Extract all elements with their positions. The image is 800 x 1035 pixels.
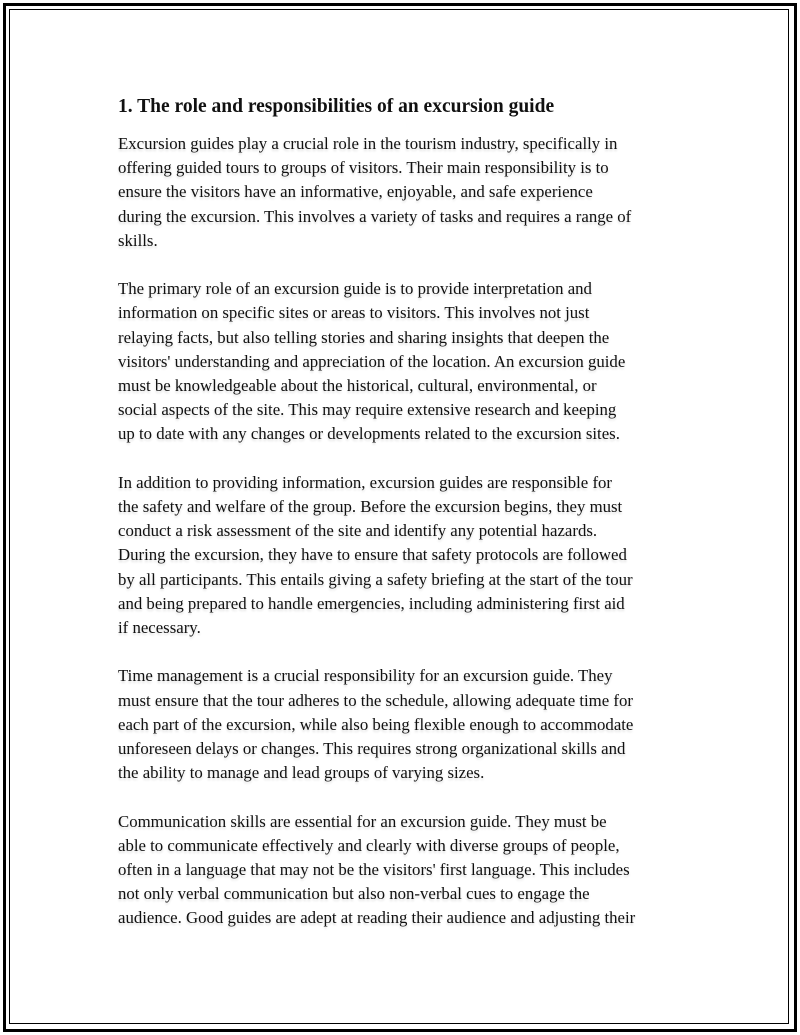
document-body	[118, 94, 698, 955]
paragraph-line: by all participants. This entails giving a safety briefing at the start of the tour	[118, 569, 633, 589]
paragraph-line: information on specific sites or areas to visitors. This involves not just	[118, 303, 590, 323]
paragraph-line: not only verbal communication but also non-verbal cues to engage the	[118, 884, 590, 904]
paragraph-line: conduct a risk assessment of the site and identify any potential hazards.	[118, 521, 598, 541]
paragraph-line: In addition to providing information, excursion guides are responsible for	[118, 472, 613, 492]
paragraph	[118, 810, 698, 931]
paragraph-line: audience. Good guides are adept at reading their audience and adjusting their	[118, 908, 636, 928]
paragraph-line: unforeseen delays or changes. This requires strong organizational skills and	[118, 739, 626, 759]
paragraph-line: ensure the visitors have an informative, enjoyable, and safe experience	[118, 182, 593, 202]
paragraph-line: skills.	[118, 230, 158, 250]
paragraph-list	[118, 132, 698, 931]
paragraph-line: Excursion guides play a crucial role in the tourism industry, specifically in	[118, 134, 618, 153]
paragraph-line: able to communicate effectively and clearly with diverse groups of people,	[118, 835, 620, 855]
paragraph-line: up to date with any changes or developments related to the excursion sites.	[118, 424, 620, 444]
paragraph-line: offering guided tours to groups of visitors. Their main responsibility is to	[118, 158, 609, 178]
paragraph-line: relaying facts, but also telling stories and sharing insights that deepen the	[118, 327, 610, 347]
paragraph-line: Time management is a crucial responsibility for an excursion guide. They	[118, 666, 613, 686]
paragraph-line: must ensure that the tour adheres to the schedule, allowing adequate time for	[118, 690, 633, 710]
paragraph-line: During the excursion, they have to ensure that safety protocols are followed	[118, 545, 627, 565]
paragraph-line: and being prepared to handle emergencies, including administering first aid	[118, 593, 625, 613]
paragraph-line: social aspects of the site. This may require extensive research and keeping	[118, 400, 617, 420]
paragraph	[118, 471, 698, 640]
paragraph-line: the ability to manage and lead groups of varying sizes.	[118, 763, 485, 783]
paragraph	[118, 664, 698, 785]
paragraph	[118, 132, 698, 253]
paragraph	[118, 277, 698, 446]
paragraph-line: during the excursion. This involves a variety of tasks and requires a range of	[118, 206, 632, 226]
paragraph-line: Communication skills are essential for an excursion guide. They must be	[118, 811, 607, 831]
paragraph-line: must be knowledgeable about the historical, cultural, environmental, or	[118, 376, 597, 396]
paragraph-line: visitors' understanding and appreciation of the location. An excursion guide	[118, 351, 626, 371]
paragraph-line: the safety and welfare of the group. Before the excursion begins, they must	[118, 497, 623, 517]
section-heading: 1. The role and responsibilities of an excursion guide	[118, 96, 555, 117]
paragraph-line: often in a language that may not be the visitors' first language. This includes	[118, 860, 630, 880]
paragraph-line: if necessary.	[118, 618, 201, 638]
paragraph-line: The primary role of an excursion guide is to provide interpretation and	[118, 279, 592, 299]
paragraph-line: each part of the excursion, while also being flexible enough to accommodate	[118, 714, 634, 734]
